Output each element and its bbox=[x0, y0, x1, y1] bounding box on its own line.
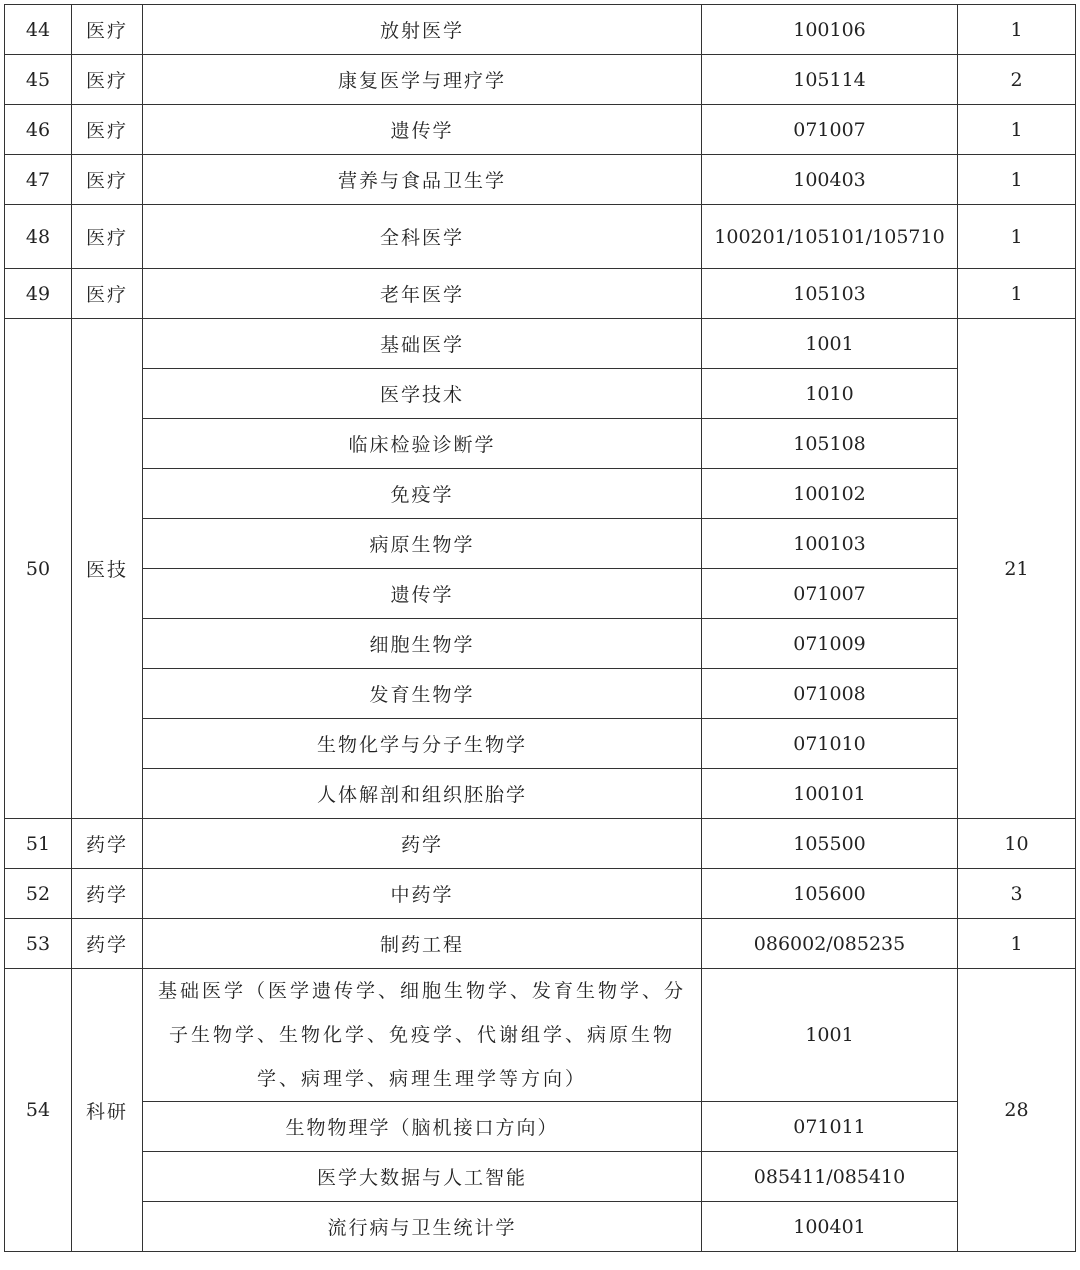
code-cell: 071011 bbox=[702, 1102, 958, 1152]
subject-cell: 遗传学 bbox=[143, 105, 702, 155]
table-row bbox=[5, 969, 1076, 1102]
category-cell: 医疗 bbox=[72, 5, 143, 55]
category-cell: 医技 bbox=[72, 319, 143, 819]
category-cell: 药学 bbox=[72, 819, 143, 869]
category-cell: 医疗 bbox=[72, 105, 143, 155]
subject-cell: 细胞生物学 bbox=[143, 619, 702, 669]
table-row bbox=[5, 419, 1076, 469]
code-cell: 085411/085410 bbox=[702, 1152, 958, 1202]
subject-cell: 药学 bbox=[143, 819, 702, 869]
code-cell: 1001 bbox=[702, 319, 958, 369]
count-cell: 2 bbox=[958, 55, 1076, 105]
subject-cell: 营养与食品卫生学 bbox=[143, 155, 702, 205]
code-cell: 1001 bbox=[702, 969, 958, 1102]
count-cell: 10 bbox=[958, 819, 1076, 869]
code-cell: 100102 bbox=[702, 469, 958, 519]
code-cell: 105108 bbox=[702, 419, 958, 469]
subject-cell: 发育生物学 bbox=[143, 669, 702, 719]
row-number: 48 bbox=[5, 205, 72, 269]
table-row bbox=[5, 1102, 1076, 1152]
count-cell: 1 bbox=[958, 269, 1076, 319]
positions-table bbox=[4, 4, 1076, 1252]
category-cell: 医疗 bbox=[72, 269, 143, 319]
subject-cell: 生物物理学（脑机接口方向） bbox=[143, 1102, 702, 1152]
table-row bbox=[5, 869, 1076, 919]
subject-cell: 临床检验诊断学 bbox=[143, 419, 702, 469]
subject-cell: 流行病与卫生统计学 bbox=[143, 1202, 702, 1252]
row-number: 50 bbox=[5, 319, 72, 819]
row-number: 53 bbox=[5, 919, 72, 969]
count-cell: 1 bbox=[958, 919, 1076, 969]
category-cell: 医疗 bbox=[72, 55, 143, 105]
subject-cell: 医学技术 bbox=[143, 369, 702, 419]
row-number: 45 bbox=[5, 55, 72, 105]
subject-cell: 老年医学 bbox=[143, 269, 702, 319]
table-row bbox=[5, 269, 1076, 319]
table-row bbox=[5, 519, 1076, 569]
row-number: 51 bbox=[5, 819, 72, 869]
code-cell: 086002/085235 bbox=[702, 919, 958, 969]
count-cell: 3 bbox=[958, 869, 1076, 919]
table-row bbox=[5, 569, 1076, 619]
subject-cell: 中药学 bbox=[143, 869, 702, 919]
category-cell: 药学 bbox=[72, 869, 143, 919]
table-row bbox=[5, 205, 1076, 269]
count-cell: 1 bbox=[958, 105, 1076, 155]
row-number: 54 bbox=[5, 969, 72, 1252]
code-cell: 100103 bbox=[702, 519, 958, 569]
table-row bbox=[5, 319, 1076, 369]
code-cell: 105103 bbox=[702, 269, 958, 319]
row-number: 46 bbox=[5, 105, 72, 155]
table-row bbox=[5, 819, 1076, 869]
table-row bbox=[5, 105, 1076, 155]
row-number: 44 bbox=[5, 5, 72, 55]
table-row bbox=[5, 619, 1076, 669]
table-row bbox=[5, 469, 1076, 519]
row-number: 47 bbox=[5, 155, 72, 205]
category-cell: 药学 bbox=[72, 919, 143, 969]
subject-cell: 基础医学 bbox=[143, 319, 702, 369]
table-row bbox=[5, 155, 1076, 205]
table-row bbox=[5, 1152, 1076, 1202]
subject-cell: 放射医学 bbox=[143, 5, 702, 55]
code-cell: 105600 bbox=[702, 869, 958, 919]
count-cell: 1 bbox=[958, 155, 1076, 205]
category-cell: 医疗 bbox=[72, 155, 143, 205]
code-cell: 071007 bbox=[702, 569, 958, 619]
code-cell: 071008 bbox=[702, 669, 958, 719]
code-cell: 100201/105101/105710 bbox=[702, 205, 958, 269]
count-cell: 1 bbox=[958, 5, 1076, 55]
table-row bbox=[5, 369, 1076, 419]
count-cell: 1 bbox=[958, 205, 1076, 269]
subject-cell: 全科医学 bbox=[143, 205, 702, 269]
subject-cell: 基础医学（医学遗传学、细胞生物学、发育生物学、分子生物学、生物化学、免疫学、代谢组学、病原生物学、病理学、病理生理学等方向） bbox=[143, 969, 702, 1102]
code-cell: 071010 bbox=[702, 719, 958, 769]
count-cell: 21 bbox=[958, 319, 1076, 819]
code-cell: 105500 bbox=[702, 819, 958, 869]
category-cell: 医疗 bbox=[72, 205, 143, 269]
subject-cell: 人体解剖和组织胚胎学 bbox=[143, 769, 702, 819]
table-row bbox=[5, 55, 1076, 105]
code-cell: 100101 bbox=[702, 769, 958, 819]
subject-cell: 生物化学与分子生物学 bbox=[143, 719, 702, 769]
subject-cell: 遗传学 bbox=[143, 569, 702, 619]
subject-cell: 病原生物学 bbox=[143, 519, 702, 569]
subject-cell: 康复医学与理疗学 bbox=[143, 55, 702, 105]
table-row bbox=[5, 669, 1076, 719]
code-cell: 071007 bbox=[702, 105, 958, 155]
subject-cell: 制药工程 bbox=[143, 919, 702, 969]
code-cell: 071009 bbox=[702, 619, 958, 669]
count-cell: 28 bbox=[958, 969, 1076, 1252]
code-cell: 100401 bbox=[702, 1202, 958, 1252]
category-cell: 科研 bbox=[72, 969, 143, 1252]
subject-cell: 免疫学 bbox=[143, 469, 702, 519]
row-number: 52 bbox=[5, 869, 72, 919]
code-cell: 1010 bbox=[702, 369, 958, 419]
code-cell: 100106 bbox=[702, 5, 958, 55]
code-cell: 100403 bbox=[702, 155, 958, 205]
table-row bbox=[5, 5, 1076, 55]
subject-cell: 医学大数据与人工智能 bbox=[143, 1152, 702, 1202]
table-row bbox=[5, 719, 1076, 769]
table-row bbox=[5, 919, 1076, 969]
table-row bbox=[5, 1202, 1076, 1252]
row-number: 49 bbox=[5, 269, 72, 319]
table-row bbox=[5, 769, 1076, 819]
code-cell: 105114 bbox=[702, 55, 958, 105]
